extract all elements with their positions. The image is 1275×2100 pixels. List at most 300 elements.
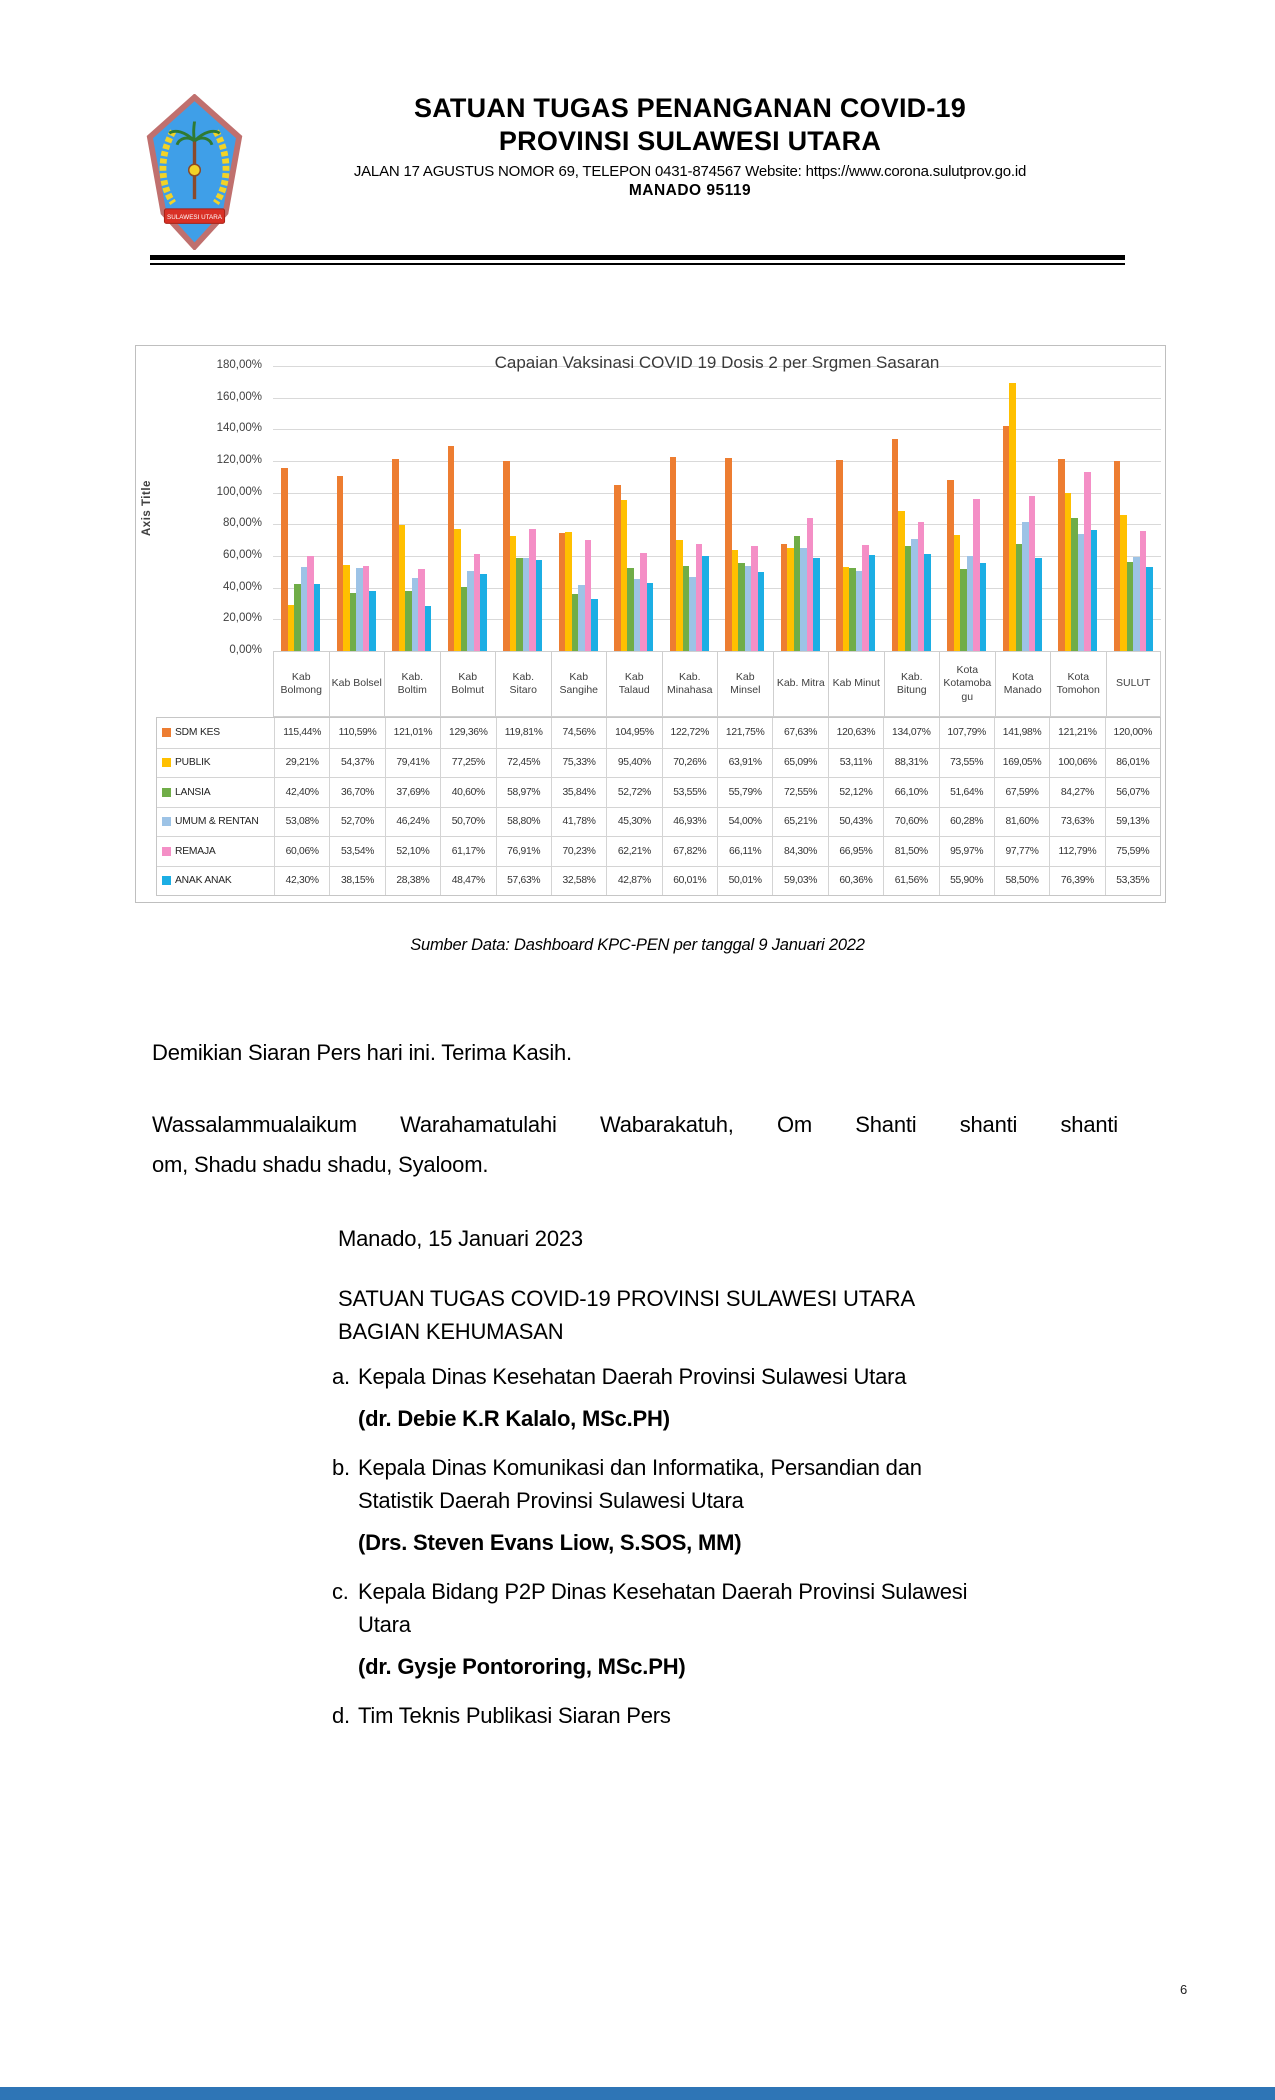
table-value-cell: 119,81% (496, 718, 551, 748)
category-label-kab-sitaro: Kab. Sitaro (495, 651, 551, 717)
legend-cell-remaja (157, 837, 274, 866)
category-label-kab-mitra: Kab. Mitra (773, 651, 829, 717)
chart-title: Capaian Vaksinasi COVID 19 Dosis 2 per Srgmen Sasaran (494, 353, 940, 372)
y-tick-label: 140,00% (216, 422, 262, 435)
bar-anak-anak (924, 554, 931, 651)
table-value-cell: 66,11% (717, 837, 772, 866)
bar-sdm-kes (725, 458, 732, 651)
bar-remaja (474, 554, 481, 651)
category-label-kota-manado: Kota Manado (995, 651, 1051, 717)
category-label-kab-bolsel: Kab Bolsel (329, 651, 385, 717)
bar-group-kab-minahasa (662, 366, 718, 651)
table-value-cell: 55,90% (939, 867, 994, 896)
table-value-cell: 66,10% (883, 778, 938, 807)
table-value-cell: 59,03% (772, 867, 827, 896)
table-value-cell: 50,43% (828, 808, 883, 837)
table-value-cell: 60,36% (828, 867, 883, 896)
bar-umum-rentan (634, 579, 641, 651)
signatory-role: Tim Teknis Publikasi Siaran Pers (358, 1703, 671, 1728)
table-value-cell: 52,10% (385, 837, 440, 866)
table-value-cell: 36,70% (329, 778, 384, 807)
table-value-cell: 81,60% (994, 808, 1049, 837)
bar-group-kab-bolsel (329, 366, 385, 651)
bar-publik (1009, 383, 1016, 651)
table-row-publik (157, 748, 1160, 778)
bar-sdm-kes (836, 460, 843, 651)
table-value-cell: 73,55% (939, 749, 994, 778)
table-value-cell: 60,28% (939, 808, 994, 837)
table-row-sdm-kes (157, 718, 1160, 748)
legend-cell-umum-rentan (157, 808, 274, 837)
letterhead-divider (150, 255, 1125, 265)
table-value-cell: 55,79% (717, 778, 772, 807)
category-label-kab-sangihe: Kab Sangihe (551, 651, 607, 717)
signatory-item-a (332, 1360, 1132, 1435)
footer-accent-bar (0, 2087, 1275, 2100)
table-value-cell: 120,63% (828, 718, 883, 748)
legend-label: REMAJA (175, 845, 216, 857)
table-value-cell: 42,40% (274, 778, 329, 807)
bar-group-kab-boltim (384, 366, 440, 651)
bar-lansia (627, 568, 634, 651)
table-row-lansia (157, 777, 1160, 807)
bar-remaja (640, 553, 647, 651)
bar-anak-anak (980, 563, 987, 652)
signatory-role: Utara (358, 1612, 411, 1637)
signatory-name: (Drs. Steven Evans Liow, S.SOS, MM) (358, 1530, 742, 1555)
y-tick-label: 20,00% (222, 612, 262, 625)
table-value-cell: 41,78% (551, 808, 606, 837)
legend-label: LANSIA (175, 786, 211, 798)
bar-lansia (905, 546, 912, 651)
bar-umum-rentan (1078, 534, 1085, 651)
table-value-cell: 76,91% (496, 837, 551, 866)
chart-source-caption: Sumber Data: Dashboard KPC-PEN per tanggal 9 Januari 2022 (410, 936, 865, 954)
category-label-kota-tomohon: Kota Tomohon (1050, 651, 1106, 717)
bar-umum-rentan (1022, 522, 1029, 651)
bar-anak-anak (813, 558, 820, 651)
chart-plot (273, 366, 1161, 651)
bar-lansia (1071, 518, 1078, 651)
bar-lansia (516, 558, 523, 651)
bar-remaja (307, 556, 314, 651)
bar-umum-rentan (967, 556, 974, 651)
legend-cell-publik (157, 749, 274, 778)
date-line: Manado, 15 Januari 2023 (338, 1226, 583, 1251)
bar-publik (565, 532, 572, 651)
bar-lansia (1127, 562, 1134, 651)
bar-publik (787, 548, 794, 651)
signatory-role: Kepala Bidang P2P Dinas Kesehatan Daerah Provinsi Sulawesi (358, 1579, 968, 1604)
bar-anak-anak (869, 555, 876, 651)
bar-anak-anak (536, 560, 543, 651)
table-value-cell: 46,93% (662, 808, 717, 837)
bar-sdm-kes (503, 461, 510, 651)
table-value-cell: 56,07% (1105, 778, 1160, 807)
bar-sdm-kes (281, 468, 288, 651)
legend-swatch-sdm-kes (162, 728, 171, 737)
table-value-cell: 53,35% (1105, 867, 1160, 896)
provincial-seal-logo (146, 94, 243, 250)
signatory-role: Statistik Daerah Provinsi Sulawesi Utara (358, 1488, 744, 1513)
vaccination-dose2-chart (135, 345, 1166, 903)
bar-remaja (418, 569, 425, 651)
bar-remaja (751, 546, 758, 651)
bar-sdm-kes (559, 533, 566, 651)
bar-remaja (1029, 496, 1036, 651)
bar-publik (954, 535, 961, 651)
category-label-kab-bolmong: Kab Bolmong (273, 651, 329, 717)
letterhead-address: JALAN 17 AGUSTUS NOMOR 69, TELEPON 0431-874567 Website: https://www.corona.sulutprov.go.id (353, 163, 1027, 180)
table-value-cell: 73,63% (1049, 808, 1104, 837)
table-value-cell: 62,21% (606, 837, 661, 866)
bar-remaja (1084, 472, 1091, 651)
table-value-cell: 58,97% (496, 778, 551, 807)
legend-cell-sdm-kes (157, 718, 274, 748)
closing-paragraph: Demikian Siaran Pers hari ini. Terima Kasih. (152, 1040, 572, 1065)
y-tick-label: 100,00% (216, 485, 262, 498)
table-value-cell: 46,24% (385, 808, 440, 837)
table-value-cell: 50,01% (717, 867, 772, 896)
bar-lansia (294, 584, 301, 651)
org-line1: SATUAN TUGAS COVID-19 PROVINSI SULAWESI UTARA (338, 1286, 915, 1311)
table-value-cell: 84,30% (772, 837, 827, 866)
y-tick-label: 60,00% (222, 549, 262, 561)
bar-sdm-kes (1114, 461, 1121, 651)
bar-remaja (918, 522, 925, 651)
table-value-cell: 75,33% (551, 749, 606, 778)
category-label-sulut: SULUT (1106, 651, 1162, 717)
table-value-cell: 52,70% (329, 808, 384, 837)
category-label-kab-bolmut: Kab Bolmut (440, 651, 496, 717)
table-value-cell: 67,63% (772, 718, 827, 748)
bar-anak-anak (591, 599, 598, 651)
bar-group-kab-talaud (606, 366, 662, 651)
table-value-cell: 65,09% (772, 749, 827, 778)
bar-umum-rentan (578, 585, 585, 651)
table-value-cell: 141,98% (994, 718, 1049, 748)
bar-group-kota-manado (995, 366, 1051, 651)
signatory-name: (dr. Debie K.R Kalalo, MSc.PH) (358, 1406, 670, 1431)
table-value-cell: 53,08% (274, 808, 329, 837)
bar-sdm-kes (670, 457, 677, 651)
bar-group-kab-minut (828, 366, 884, 651)
page-number: 6 (1180, 1982, 1188, 1997)
legend-label: SDM KES (175, 727, 220, 739)
y-tick-label: 120,00% (216, 454, 262, 466)
table-value-cell: 107,79% (939, 718, 994, 748)
table-value-cell: 52,72% (606, 778, 661, 807)
bar-group-kab-minsel (717, 366, 773, 651)
table-value-cell: 40,60% (440, 778, 495, 807)
bar-lansia (849, 568, 856, 651)
bar-publik (343, 565, 350, 651)
table-value-cell: 79,41% (385, 749, 440, 778)
table-value-cell: 86,01% (1105, 749, 1160, 778)
bar-umum-rentan (467, 571, 474, 651)
table-value-cell: 115,44% (274, 718, 329, 748)
signatory-body (358, 1451, 1132, 1559)
signatory-body (358, 1699, 1132, 1732)
bar-group-kab-sangihe (551, 366, 607, 651)
signatory-list (332, 1360, 1132, 1732)
bar-lansia (738, 563, 745, 651)
table-value-cell: 72,55% (772, 778, 827, 807)
bar-publik (510, 536, 517, 651)
table-value-cell: 58,80% (496, 808, 551, 837)
bar-sdm-kes (1058, 459, 1065, 651)
bar-sdm-kes (614, 485, 621, 651)
signatory-item-c (332, 1575, 1132, 1683)
bar-publik (898, 511, 905, 651)
table-value-cell: 70,26% (662, 749, 717, 778)
table-value-cell: 121,01% (385, 718, 440, 748)
table-value-cell: 57,63% (496, 867, 551, 896)
bar-umum-rentan (1133, 557, 1140, 651)
list-marker: b. (332, 1455, 350, 1480)
table-value-cell: 53,54% (329, 837, 384, 866)
table-value-cell: 42,87% (606, 867, 661, 896)
legend-swatch-anak-anak (162, 876, 171, 885)
bar-umum-rentan (412, 578, 419, 651)
table-value-cell: 38,15% (329, 867, 384, 896)
bar-lansia (794, 536, 801, 651)
table-value-cell: 75,59% (1105, 837, 1160, 866)
y-tick-label: 180,00% (216, 359, 262, 371)
bar-groups (273, 366, 1161, 651)
legend-swatch-umum-rentan (162, 817, 171, 826)
bar-group-kota-kotamobagu (939, 366, 995, 651)
bar-anak-anak (1146, 567, 1153, 651)
bar-sdm-kes (448, 446, 455, 651)
bar-umum-rentan (356, 568, 363, 651)
bar-publik (843, 567, 850, 651)
bar-anak-anak (1091, 530, 1098, 651)
letterhead-title-line2: PROVINSI SULAWESI UTARA (498, 126, 882, 156)
bar-remaja (529, 529, 536, 651)
table-value-cell: 32,58% (551, 867, 606, 896)
bar-sdm-kes (1003, 426, 1010, 651)
table-value-cell: 70,23% (551, 837, 606, 866)
table-value-cell: 60,01% (662, 867, 717, 896)
bar-publik (454, 529, 461, 651)
logo-ribbon-text: SULAWESI UTARA (167, 214, 222, 222)
bar-anak-anak (314, 584, 321, 651)
table-value-cell: 67,82% (662, 837, 717, 866)
y-axis (136, 346, 266, 686)
table-value-cell: 129,36% (440, 718, 495, 748)
bar-group-kab-sitaro (495, 366, 551, 651)
list-marker: a. (332, 1364, 350, 1389)
category-label-kab-minsel: Kab Minsel (717, 651, 773, 717)
table-value-cell: 59,13% (1105, 808, 1160, 837)
table-value-cell: 60,06% (274, 837, 329, 866)
bar-remaja (585, 540, 592, 651)
table-value-cell: 77,25% (440, 749, 495, 778)
bar-lansia (1016, 544, 1023, 651)
org-line2: BAGIAN KEHUMASAN (338, 1319, 564, 1344)
table-value-cell: 45,30% (606, 808, 661, 837)
bar-sdm-kes (337, 476, 344, 651)
category-axis (273, 651, 1161, 717)
legend-swatch-publik (162, 758, 171, 767)
table-value-cell: 54,00% (717, 808, 772, 837)
table-value-cell: 67,59% (994, 778, 1049, 807)
signatory-role: Kepala Dinas Kesehatan Daerah Provinsi Sulawesi Utara (358, 1364, 907, 1389)
sulawesi-utara-emblem-icon (146, 94, 243, 250)
bar-lansia (405, 591, 412, 651)
bar-lansia (572, 594, 579, 651)
bar-umum-rentan (911, 539, 918, 651)
legend-swatch-remaja (162, 847, 171, 856)
bar-anak-anak (647, 583, 654, 651)
table-value-cell: 29,21% (274, 749, 329, 778)
table-value-cell: 66,95% (828, 837, 883, 866)
bar-umum-rentan (689, 577, 696, 651)
table-value-cell: 50,70% (440, 808, 495, 837)
y-tick-label: 160,00% (216, 390, 262, 403)
table-value-cell: 84,27% (1049, 778, 1104, 807)
bar-group-sulut (1106, 366, 1162, 651)
legend-cell-anak-anak (157, 867, 274, 896)
y-tick-label: 40,00% (222, 580, 262, 593)
table-value-cell: 65,21% (772, 808, 827, 837)
bar-anak-anak (758, 572, 765, 651)
table-value-cell: 51,64% (939, 778, 994, 807)
table-value-cell: 76,39% (1049, 867, 1104, 896)
bar-publik (732, 550, 739, 651)
table-value-cell: 104,95% (606, 718, 661, 748)
list-marker: c. (332, 1579, 349, 1604)
table-value-cell: 74,56% (551, 718, 606, 748)
table-value-cell: 88,31% (883, 749, 938, 778)
table-value-cell: 112,79% (1049, 837, 1104, 866)
y-tick-label: 0,00% (229, 644, 262, 656)
table-value-cell: 72,45% (496, 749, 551, 778)
bar-anak-anak (369, 591, 376, 651)
table-row-anak-anak (157, 866, 1160, 896)
bar-umum-rentan (301, 567, 308, 651)
bar-remaja (696, 544, 703, 651)
bar-sdm-kes (892, 439, 899, 651)
chart-data-table (156, 717, 1161, 896)
table-row-umum-rentan (157, 807, 1160, 837)
legend-label: UMUM & RENTAN (175, 816, 259, 828)
list-marker: d. (332, 1703, 350, 1728)
category-label-kab-boltim: Kab. Boltim (384, 651, 440, 717)
bar-group-kota-tomohon (1050, 366, 1106, 651)
y-tick-label: 80,00% (222, 517, 262, 530)
table-value-cell: 110,59% (329, 718, 384, 748)
bar-anak-anak (1035, 558, 1042, 651)
table-value-cell: 35,84% (551, 778, 606, 807)
table-value-cell: 95,97% (939, 837, 994, 866)
bar-umum-rentan (856, 571, 863, 651)
greeting-paragraph (152, 1105, 1118, 1185)
bar-lansia (960, 569, 967, 651)
category-label-kab-minut: Kab Minut (828, 651, 884, 717)
bar-group-kab-bolmut (440, 366, 496, 651)
bar-sdm-kes (947, 480, 954, 651)
bar-sdm-kes (781, 544, 788, 651)
bar-umum-rentan (745, 566, 752, 652)
table-value-cell: 121,75% (717, 718, 772, 748)
table-value-cell: 53,11% (828, 749, 883, 778)
table-value-cell: 100,06% (1049, 749, 1104, 778)
bar-lansia (683, 566, 690, 651)
legend-swatch-lansia (162, 788, 171, 797)
table-value-cell: 48,47% (440, 867, 495, 896)
letterhead-title-line1: SATUAN TUGAS PENANGANAN COVID-19 (414, 93, 966, 123)
table-value-cell: 61,17% (440, 837, 495, 866)
table-value-cell: 53,55% (662, 778, 717, 807)
bar-remaja (1140, 531, 1147, 651)
letterhead (250, 92, 1130, 200)
bar-group-kab-bitung (884, 366, 940, 651)
table-value-cell: 61,56% (883, 867, 938, 896)
table-value-cell: 81,50% (883, 837, 938, 866)
bar-remaja (862, 545, 869, 651)
table-value-cell: 121,21% (1049, 718, 1104, 748)
table-value-cell: 52,12% (828, 778, 883, 807)
bar-remaja (973, 499, 980, 651)
bar-remaja (363, 566, 370, 651)
greeting-line1: Wassalammualaikum Warahamatulahi Wabarakatuh, Om Shanti shanti shanti (152, 1112, 1118, 1137)
legend-label: ANAK ANAK (175, 875, 232, 887)
greeting-line2: om, Shadu shadu shadu, Syaloom. (152, 1152, 489, 1177)
bar-lansia (461, 587, 468, 651)
bar-anak-anak (425, 606, 432, 651)
bar-remaja (807, 518, 814, 651)
table-value-cell: 122,72% (662, 718, 717, 748)
table-value-cell: 37,69% (385, 778, 440, 807)
table-value-cell: 58,50% (994, 867, 1049, 896)
signatory-body (358, 1360, 1132, 1435)
legend-cell-lansia (157, 778, 274, 807)
signatory-item-b (332, 1451, 1132, 1559)
bar-publik (288, 605, 295, 651)
table-value-cell: 134,07% (883, 718, 938, 748)
signatory-name: (dr. Gysje Pontororing, MSc.PH) (358, 1654, 686, 1679)
bar-publik (399, 525, 406, 651)
table-value-cell: 97,77% (994, 837, 1049, 866)
bar-anak-anak (702, 556, 709, 651)
bar-group-kab-mitra (773, 366, 829, 651)
table-value-cell: 120,00% (1105, 718, 1160, 748)
bar-umum-rentan (523, 558, 530, 651)
table-value-cell: 95,40% (606, 749, 661, 778)
bar-publik (1120, 515, 1127, 651)
category-label-kab-minahasa: Kab. Minahasa (662, 651, 718, 717)
category-label-kota-kotamobagu: Kota Kotamobagu (939, 651, 995, 717)
bar-lansia (350, 593, 357, 651)
table-value-cell: 54,37% (329, 749, 384, 778)
category-label-kab-bitung: Kab. Bitung (884, 651, 940, 717)
bar-anak-anak (480, 574, 487, 651)
bar-publik (621, 500, 628, 651)
letterhead-city: MANADO 95119 (628, 182, 752, 199)
category-label-kab-talaud: Kab Talaud (606, 651, 662, 717)
bar-sdm-kes (392, 459, 399, 651)
table-value-cell: 42,30% (274, 867, 329, 896)
bar-group-kab-bolmong (273, 366, 329, 651)
bar-publik (1065, 493, 1072, 651)
legend-label: PUBLIK (175, 757, 211, 769)
table-value-cell: 70,60% (883, 808, 938, 837)
table-value-cell: 63,91% (717, 749, 772, 778)
table-row-remaja (157, 836, 1160, 866)
signatory-body (358, 1575, 1132, 1683)
